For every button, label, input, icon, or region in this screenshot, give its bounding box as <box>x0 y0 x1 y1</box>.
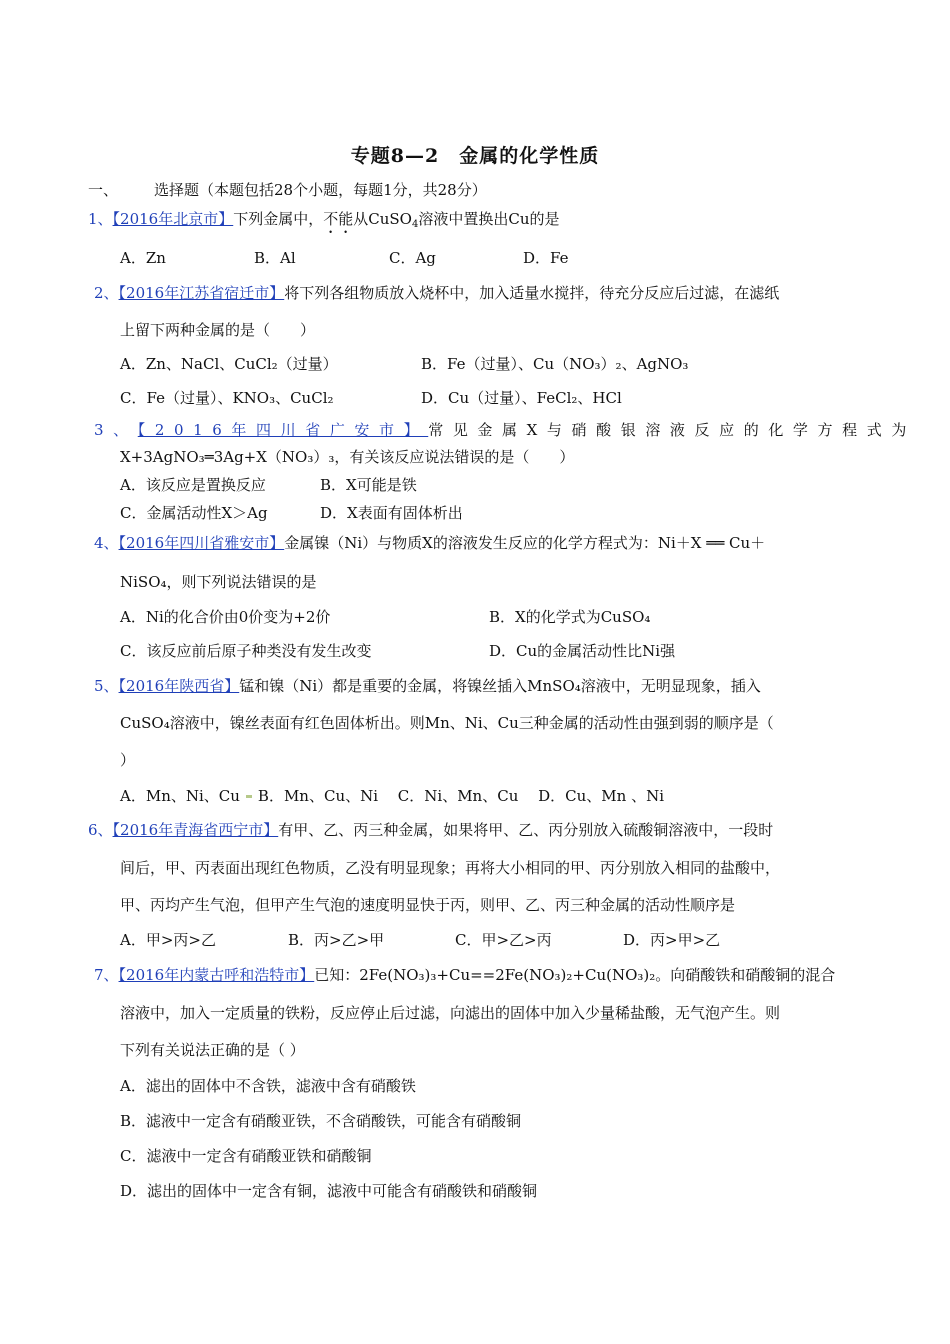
question-stem-line2: 上留下两种金属的是（ ） <box>120 321 316 339</box>
question-stem-line2: NiSO₄，则下列说法错误的是 <box>120 573 317 591</box>
question-source: 【2016年江苏省宿迁市】 <box>118 284 285 302</box>
option-c: C．该反应前后原子种类没有发生改变 <box>120 642 372 660</box>
option-a: A．该反应是置换反应 <box>120 476 266 494</box>
question-source: 【2016年内蒙古呼和浩特市】 <box>118 966 315 984</box>
option-c: C．Fe（过量）、KNO₃、CuCl₂ <box>120 389 334 407</box>
question-source: 【2016年青海省西宁市】 <box>112 821 279 839</box>
option-c: C．金属活动性X＞Ag <box>120 504 268 522</box>
question-5 <box>94 676 761 696</box>
option-a: A．Zn <box>120 249 166 267</box>
question-stem-line3: ） <box>120 751 136 769</box>
page-title: 专题8—2 金属的化学性质 <box>350 145 600 167</box>
option-a: A．甲>丙>乙 <box>120 931 216 949</box>
option-d: D．丙>甲>乙 <box>623 931 721 949</box>
question-number: 4、 <box>94 534 119 552</box>
question-6 <box>88 820 773 840</box>
question-number: 1、 <box>88 210 113 228</box>
option-b: B．Al <box>254 249 296 267</box>
question-1 <box>88 209 560 237</box>
question-stem: 已知：2Fe(NO₃)₃+Cu==2Fe(NO₃)₂+Cu(NO₃)₂。向硝酸铁和硝酸铜的混合 <box>314 966 836 984</box>
option-b: B．Fe（过量）、Cu（NO₃）₂、AgNO₃ <box>421 355 689 373</box>
question-source: 【2016年四川省广安市】 <box>137 421 429 439</box>
emphasis-text: 不能 <box>323 210 354 228</box>
question-stem: 常见金属X与硝酸银溶液反应的化学方程式为 <box>428 421 916 439</box>
question-stem-line3: 甲、丙均产生气泡，但甲产生气泡的速度明显快于丙，则甲、乙、丙三种金属的活动性顺序是 <box>120 896 736 914</box>
question-source: 【2016年北京市】 <box>112 210 234 228</box>
question-stem: 金属镍（Ni）与物质X的溶液发生反应的化学方程式为：Ni＋X ══ Cu＋ <box>284 534 766 552</box>
question-stem-line2: CuSO₄溶液中，镍丝表面有红色固体析出。则Mn、Ni、Cu三种金属的活动性由强到弱的顺序是（ <box>120 714 774 732</box>
option-d: D．Cu（过量）、FeCl₂、HCl <box>421 389 622 407</box>
option-c: C．甲>乙>丙 <box>455 931 552 949</box>
option-b: B．X的化学式为CuSO₄ <box>489 608 651 626</box>
question-2 <box>94 283 779 303</box>
question-stem-line2: X+3AgNO₃═3Ag+X（NO₃）₃，有关该反应说法错误的是（ ） <box>120 448 575 466</box>
option-d: D．Fe <box>523 249 569 267</box>
option-c: C．Ag <box>389 249 436 267</box>
option-c: C．滤液中一定含有硝酸亚铁和硝酸铜 <box>120 1147 372 1165</box>
question-source: 【2016年陕西省】 <box>118 677 240 695</box>
options-b-c-d: B．Mn、Cu、Ni C．Ni、Mn、Cu D．Cu、Mn 、Ni <box>257 787 664 805</box>
question-3 <box>94 420 916 440</box>
option-a: A．滤出的固体中不含铁，滤液中含有硝酸铁 <box>120 1077 416 1095</box>
question-stem-part: 从CuSO <box>353 210 412 228</box>
option-b: B．X可能是铁 <box>320 476 417 494</box>
section-number: 一、 <box>88 181 119 199</box>
question-stem: 下列金属中， <box>233 210 324 228</box>
option-d: D．Cu的金属活动性比Ni强 <box>489 642 676 660</box>
question-number: 5、 <box>94 677 119 695</box>
options-line <box>120 786 664 806</box>
question-stem: 有甲、乙、丙三种金属，如果将甲、乙、丙分别放入硫酸铜溶液中，一段时 <box>278 821 774 839</box>
option-a: A．Ni的化合价由0价变为+2价 <box>120 608 331 626</box>
question-stem-line2: 溶液中，加入一定质量的铁粉，反应停止后过滤，向滤出的固体中加入少量稀盐酸，无气泡产生。则 <box>120 1004 781 1022</box>
option-d: D．X表面有固体析出 <box>320 504 463 522</box>
subscript: 4 <box>411 219 419 230</box>
question-number: 2、 <box>94 284 119 302</box>
question-stem-part: 溶液中置换出Cu的是 <box>418 210 560 228</box>
option-d: D．滤出的固体中一定含有铜，滤液中可能含有硝酸铁和硝酸铜 <box>120 1182 538 1200</box>
option-a: A．Zn、NaCl、CuCl₂（过量） <box>120 355 338 373</box>
question-4 <box>94 533 765 553</box>
question-stem-line3: 下列有关说法正确的是（ ） <box>120 1041 305 1059</box>
option-b: B．丙>乙>甲 <box>288 931 385 949</box>
question-number: 6、 <box>88 821 113 839</box>
scan-mark-icon <box>246 795 252 798</box>
question-number: 7、 <box>94 966 119 984</box>
option-a: A．Mn、Ni、Cu <box>120 787 240 805</box>
question-7 <box>94 965 835 985</box>
question-stem: 锰和镍（Ni）都是重要的金属，将镍丝插入MnSO₄溶液中，无明显现象，插入 <box>239 677 761 695</box>
question-source: 【2016年四川省雅安市】 <box>118 534 285 552</box>
question-stem-line2: 间后，甲、丙表面出现红色物质，乙没有明显现象；再将大小相同的甲、丙分别放入相同的盐酸中， <box>120 859 781 877</box>
question-number: 3、 <box>94 421 138 439</box>
question-stem: 将下列各组物质放入烧杯中，加入适量水搅拌，待充分反应后过滤，在滤纸 <box>284 284 780 302</box>
section-heading: 选择题（本题包括28个小题，每题1分，共28分） <box>154 181 487 199</box>
option-b: B．滤液中一定含有硝酸亚铁，不含硝酸铁，可能含有硝酸铜 <box>120 1112 522 1130</box>
